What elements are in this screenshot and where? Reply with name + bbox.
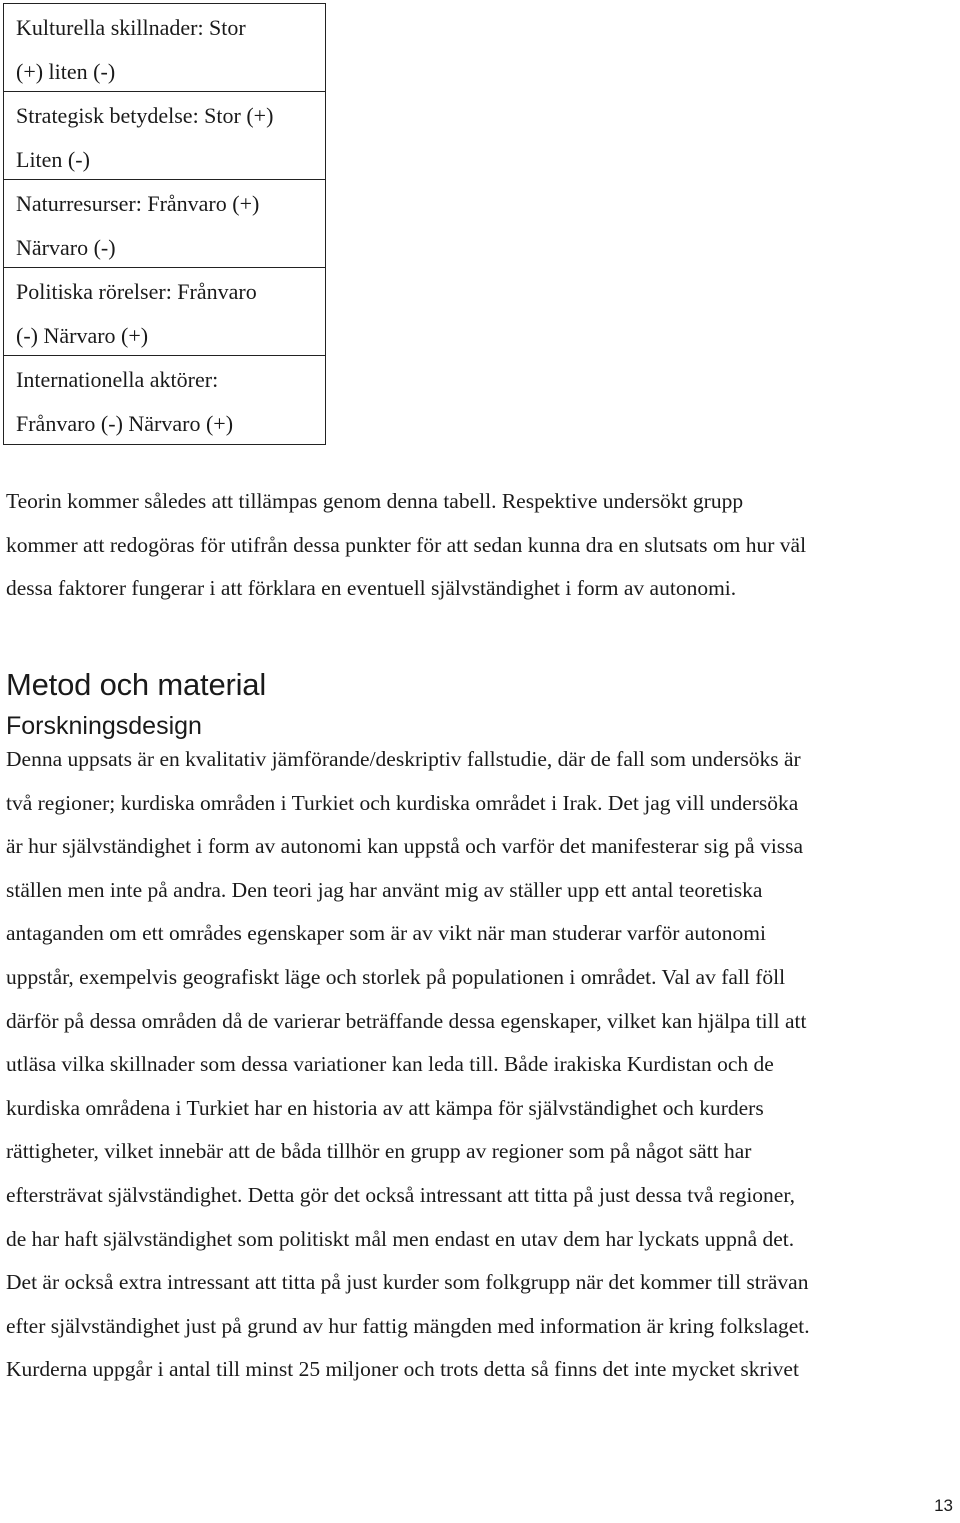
paragraph-line: Denna uppsats är en kvalitativ jämförande/deskriptiv fallstudie, där de fall som undersöks är [6, 747, 801, 771]
paragraph-line: kurdiska områdena i Turkiet har en historia av att kämpa för självständighet och kurders [6, 1095, 764, 1120]
table-cell-international-actors [4, 356, 325, 444]
table-cell-line: Internationella aktörer: [16, 367, 219, 392]
paragraph-line: ställen men inte på andra. Den teori jag har använt mig av ställer upp ett antal teoretiska [6, 877, 763, 902]
paragraph-line: är hur självständighet i form av autonomi kan uppstå och varför det manifesterar sig på vissa [6, 834, 804, 859]
paragraph-line: de har haft självständighet som politiskt mål men endast en utav dem har lyckats uppnå det. [6, 1226, 795, 1251]
table-cell-political-movements [4, 268, 325, 356]
paragraph-line: Det är också extra intressant att titta på just kurder som folkgrupp när det kommer till strävan [6, 1270, 809, 1295]
paragraph-line: utläsa vilka skillnader som dessa variationer kan leda till. Både irakiska Kurdistan och de [6, 1052, 774, 1077]
table-cell-natural-resources [4, 180, 325, 268]
paragraph-line: Teorin kommer således att tillämpas genom denna tabell. Respektive undersökt grupp [6, 489, 744, 513]
paragraph-line: eftersträvat självständighet. Detta gör det också intressant att titta på just dessa två regioner, [6, 1182, 796, 1207]
paragraph-line: två regioner; kurdiska områden i Turkiet och kurdiska området i Irak. Det jag vill undersöka [6, 790, 799, 815]
table-cell-cultural-differences [4, 4, 325, 92]
section-heading: Metod och material [6, 667, 267, 702]
body-paragraph [6, 738, 954, 1392]
table-cell-line: Närvaro (-) [16, 235, 116, 260]
table-cell-line: Politiska rörelser: Frånvaro [16, 279, 257, 304]
paragraph-line: kommer att redogöras för utifrån dessa punkter för att sedan kunna dra en slutsats om hur väl [6, 532, 807, 557]
table-cell-line: (+) liten (-) [16, 59, 116, 84]
subsection-heading: Forskningsdesign [6, 712, 202, 740]
paragraph-line: rättigheter, vilket innebär att de båda tillhör en grupp av regioner som på något sätt har [6, 1139, 752, 1164]
paragraph-line: Kurderna uppgår i antal till minst 25 miljoner och trots detta så finns det inte mycket skrivet [6, 1357, 799, 1382]
table-cell-line: Kulturella skillnader: Stor [16, 15, 246, 40]
paragraph-line: uppstår, exempelvis geografiskt läge och storlek på populationen i området. Val av fall föll [6, 964, 786, 989]
table-cell-strategic-importance [4, 92, 325, 180]
table-cell-line: Strategisk betydelse: Stor (+) [16, 103, 274, 128]
table-cell-line: Frånvaro (-) Närvaro (+) [16, 411, 234, 436]
paragraph-line: därför på dessa områden då de varierar beträffande dessa egenskaper, vilket kan hjälpa till att [6, 1008, 807, 1033]
paragraph-line: dessa faktorer fungerar i att förklara en eventuell självständighet i form av autonomi. [6, 576, 737, 601]
table-cell-line: Naturresurser: Frånvaro (+) [16, 191, 260, 216]
criteria-table [3, 3, 326, 445]
paragraph-line: efter självständighet just på grund av hur fattig mängden med information är kring folkslaget. [6, 1313, 810, 1338]
table-cell-line: (-) Närvaro (+) [16, 323, 149, 348]
paragraph-line: antaganden om ett områdes egenskaper som är av vikt när man studerar varför autonomi [6, 921, 766, 946]
table-cell-line: Liten (-) [16, 147, 90, 172]
intro-paragraph [6, 480, 954, 611]
page-number: 13 [934, 1496, 953, 1515]
